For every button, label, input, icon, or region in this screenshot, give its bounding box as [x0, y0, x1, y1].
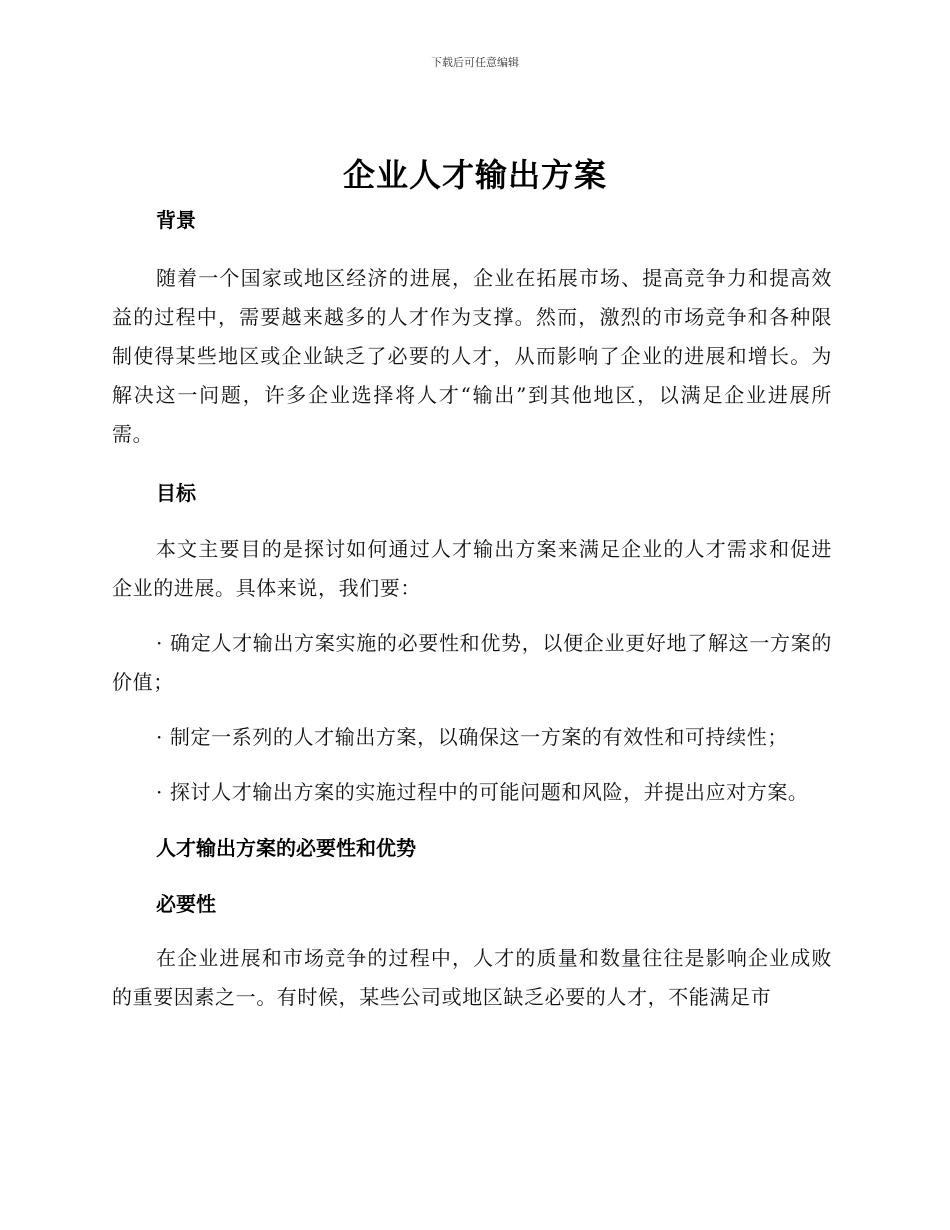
- heading-necessity: 必要性: [156, 892, 216, 916]
- bullet-item: · 确定人才输出方案实施的必要性和优势，以便企业更好地了解这一方案的价值；: [112, 631, 832, 694]
- bullet-item: · 制定一系列的人才输出方案，以确保这一方案的有效性和可持续性；: [156, 725, 788, 749]
- document-body: [112, 200, 832, 1017]
- header-note: 下载后可任意编辑: [431, 56, 519, 69]
- paragraph-necessity: 在企业进展和市场竞争的过程中，人才的质量和数量往往是影响企业成败的重要因素之一。有时候，某些公司或地区缺乏必要的人才，不能满足市: [112, 946, 832, 1009]
- paragraph-background: 随着一个国家或地区经济的进展，企业在拓展市场、提高竞争力和提高效益的过程中，需要越来越多的人才作为支撑。然而，激烈的市场竞争和各种限制使得某些地区或企业缺乏了必要的人才，从而影响了企业的进展和增长。为解决这一问题，许多企业选择将人才“输出”到其他地区，以满足企业进展所需。: [112, 266, 832, 446]
- heading-background: 背景: [156, 208, 196, 232]
- document-title: 企业人才输出方案: [342, 156, 607, 194]
- bullet-item: · 探讨人才输出方案的实施过程中的可能问题和风险，并提出应对方案。: [156, 780, 809, 804]
- heading-goal: 目标: [156, 481, 196, 505]
- heading-necessity-advantage: 人才输出方案的必要性和优势: [156, 836, 416, 860]
- paragraph-goal: 本文主要目的是探讨如何通过人才输出方案来满足企业的人才需求和促进企业的进展。具体来说，我们要：: [112, 537, 832, 600]
